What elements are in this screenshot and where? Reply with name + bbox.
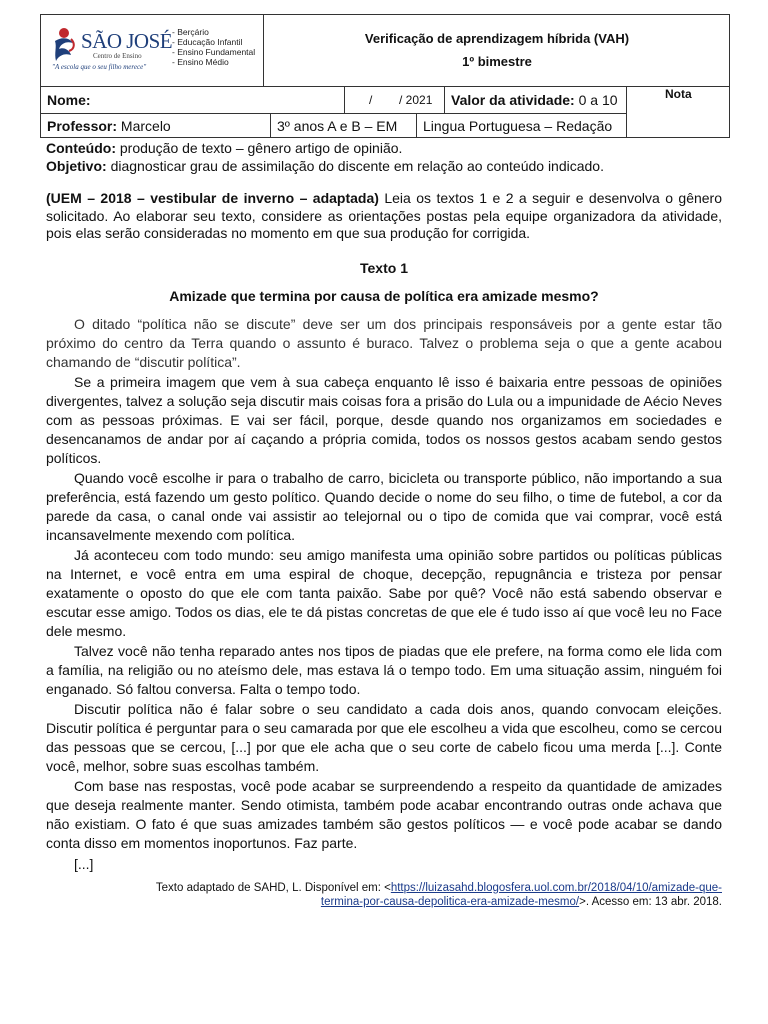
objetivo-line (46, 157, 722, 176)
valor-label: Valor da atividade: (451, 92, 575, 108)
conteudo-text: produção de texto – gênero artigo de opinião. (119, 140, 403, 156)
valor-value: 0 a 10 (578, 92, 618, 108)
nome-label: Nome: (47, 92, 91, 108)
header-table (40, 14, 730, 138)
article-paragraph: Com base nas respostas, você pode acabar se surpreendendo a respeito da quantidade de amizades que deseja realmente manter. Sendo otimista, também pode acabar encontrando outras onde achava que não existiam. O fato é que suas amizades também são gestos políticos — e você pode acabar se dando conta disso em momentos inoportunos. Faz parte. (46, 778, 722, 851)
reference-suffix: >. Acesso em: 13 abr. 2018. (579, 896, 722, 908)
turma-cell (270, 113, 416, 138)
article-paragraph: Talvez você não tenha reparado antes nos tipos de piadas que ele prefere, na forma como ele lida com a família, na religião ou no ateísmo dele, mas estava lá o tempo todo. Em uma situação assim, ninguém foi enganado. Só faltou conversa. Falta o tempo todo. (46, 643, 722, 697)
date-field: / / 2021 (369, 93, 433, 107)
article-paragraph: O ditado “política não se discute” deve ser um dos principais responsáveis por a gente estar tão próximo do centro da Terra quando o assunto é buraco. Talvez o problema seja o que a gente acabou chamando de “discutir política”. (46, 316, 722, 370)
school-emblem-icon (51, 27, 77, 63)
school-subtitle: Centro de Ensino (93, 52, 142, 60)
professor-cell (41, 113, 270, 138)
date-cell[interactable] (344, 86, 444, 113)
disciplina-label: Lingua Portuguesa – Redação (423, 118, 613, 134)
reference (72, 881, 722, 909)
article-paragraph: Discutir política não é falar sobre o seu candidato a cada dois anos, quando convocam eleições. Discutir política é perguntar para o seu camarada por que ele escolheu a vida que escolheu, como se cercou das pessoas que se cercou, [...] por que ele acha que o seu corte de cabelo ficou uma merda [...]. Conte você, melhor, sobre suas escolhas também. (46, 701, 722, 774)
level-item: - Educação Infantil (172, 37, 243, 47)
instruction-source: (UEM – 2018 – vestibular de inverno – adaptada) (46, 190, 379, 206)
level-item: - Ensino Fundamental (172, 47, 256, 57)
article-paragraph: Se a primeira imagem que vem à sua cabeça enquanto lê isso é baixaria entre pessoas de opiniões divergentes, talvez a solução seja discutir mais coisas fora a prisão do Lula ou a impunidade de Aécio Neves com as pessoas próximas. E vai ser fácil, porque, desde quando nos organizamos em sociedades e desencanamos de andar por aí caçando a própria comida, todos os nossos gestos acabam sendo gestos políticos. (46, 374, 722, 466)
reference-prefix: Texto adaptado de SAHD, L. Disponível em: < (155, 882, 391, 894)
professor-label: Professor: (47, 118, 118, 134)
disciplina-cell (416, 113, 626, 138)
conteudo-label: Conteúdo: (46, 140, 116, 156)
valor-field (451, 92, 618, 108)
professor-name: Marcelo (120, 118, 171, 134)
objetivo-text: diagnosticar grau de assimilação do discente em relação ao conteúdo indicado. (110, 158, 604, 174)
title-cell (263, 15, 730, 86)
article-ellipsis: [...] (74, 856, 94, 872)
professor-field (47, 118, 171, 134)
conteudo-line (46, 139, 722, 158)
valor-cell (444, 86, 626, 113)
bimester-label: 1º bimestre (462, 54, 532, 69)
reference-link-continued[interactable]: termina-por-causa-depolitica-era-amizade-mesmo/ (320, 896, 580, 908)
reference-link[interactable]: https://luizasahd.blogosfera.uol.com.br/2018/04/10/amizade-que- (390, 882, 722, 894)
school-logo (41, 15, 263, 86)
level-item: - Ensino Médio (172, 57, 229, 67)
instruction-paragraph (46, 190, 722, 243)
school-levels (172, 27, 255, 67)
article-paragraph: Já aconteceu com todo mundo: seu amigo manifesta uma opinião sobre partidos ou políticas públicas na Internet, e você entra em uma espiral de choque, decepção, repugnância e tristeza por pensar exatamente o oposto do que ele com tanta paixão. Sabe por quê? Você não está sabendo observar e escutar esse amigo. Todos os dias, ele te dá pistas concretas de que ele é tudo isso aí que você leu no Face dele mesmo. (46, 547, 722, 639)
document-title: Verificação de aprendizagem híbrida (VAH) (364, 31, 630, 46)
instruction-text: Leia os textos 1 e 2 a seguir e desenvolva o gênero solicitado. Ao elaborar seu texto, considere as orientações postas pela equipe organizadora da atividade, pois elas serão consideradas no momento em que sua produção for corrigida. (46, 190, 723, 241)
texto-label: Texto 1 (360, 260, 408, 276)
objetivo-label: Objetivo: (46, 158, 107, 174)
school-name: SÃO JOSÉ (81, 29, 173, 53)
nota-label: Nota (665, 87, 692, 101)
nota-cell[interactable] (626, 86, 730, 138)
school-tagline: "A escola que o seu filho merece" (52, 63, 147, 71)
nome-cell[interactable] (41, 86, 344, 113)
turma-label: 3º anos A e B – EM (277, 118, 398, 134)
level-item: - Berçário (172, 27, 209, 37)
article-title: Amizade que termina por causa de política era amizade mesmo? (169, 288, 599, 304)
article-paragraph: Quando você escolhe ir para o trabalho de carro, bicicleta ou transporte público, não importando a sua preferência, está fazendo um gesto político. Quando decide o nome do seu filho, o time de futebol, a cor da parede da casa, o canal onde vai assistir ao telejornal ou o tipo de comida que vai comprar, você está incansavelmente mexendo com política. (46, 470, 722, 543)
